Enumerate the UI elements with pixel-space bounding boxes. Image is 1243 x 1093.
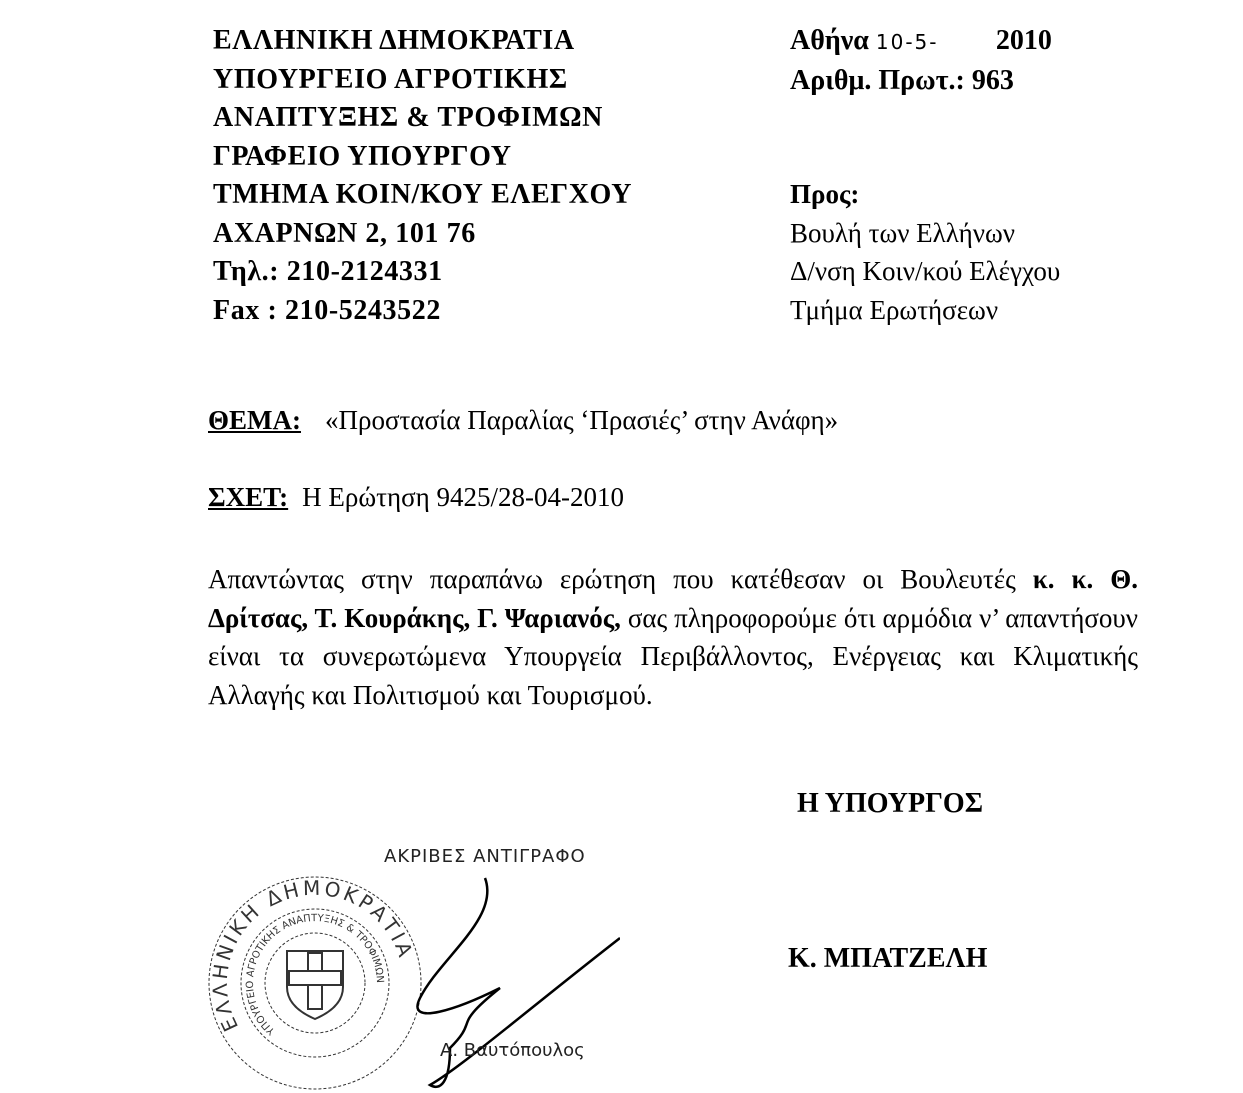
header-line: ΥΠΟΥΡΓΕΙΟ ΑΓΡΟΤΙΚΗΣ — [213, 63, 568, 95]
signatory-name: Κ. ΜΠΑΤΖΕΛΗ — [788, 943, 988, 974]
certifier-name: Α. Βαυτόπουλος — [440, 1040, 585, 1061]
body-text: Απαντώντας στην παραπάνω ερώτηση που κατέθεσαν οι Βουλευτές — [208, 564, 1033, 594]
reference-line — [208, 482, 624, 513]
reference-text: Η Ερώτηση 9425/28-04-2010 — [302, 482, 625, 512]
header-line: Τηλ.: 210-2124331 — [213, 256, 443, 287]
signatory-title: Η ΥΠΟΥΡΓΟΣ — [797, 788, 984, 819]
subject-label: ΘΕΜΑ: — [208, 405, 301, 435]
header-line: ΑΧΑΡΝΩΝ 2, 101 76 — [213, 217, 476, 249]
year: 2010 — [995, 25, 1052, 56]
header-line: ΤΜΗΜΑ ΚΟΙΝ/ΚΟΥ ΕΛΕΓΧΟΥ — [213, 179, 633, 210]
seal-outer-text: ΕΛΛΗΝΙΚΗ ΔΗΜΟΚΡΑΤΙΑ — [207, 875, 419, 1036]
recipient-line: Βουλή των Ελλήνων — [790, 217, 1015, 248]
place-label: Αθήνα — [790, 25, 869, 56]
protocol-number: Αριθμ. Πρωτ.: 963 — [790, 64, 1014, 96]
sender-header — [213, 22, 632, 330]
header-line: ΓΡΑΦΕΙΟ ΥΠΟΥΡΓΟΥ — [213, 140, 512, 172]
recipient-heading: Προς: — [790, 179, 860, 209]
cross-emblem-icon — [287, 951, 343, 1019]
mp-names: κ. κ. Θ. Δρίτσας, Τ. Κουράκης, Γ. Ψαριανός, — [208, 564, 1138, 633]
header-line: ΕΛΛΗΝΙΚΗ ΔΗΜΟΚΡΑΤΙΑ — [213, 25, 575, 56]
recipient-block — [790, 175, 1060, 329]
header-line: Fax : 210-5243522 — [213, 294, 441, 326]
subject-text: «Προστασία Παραλίας ‘Πρασιές’ στην Ανάφη» — [324, 405, 839, 435]
body-text: σας πληροφορούμε ότι αρμόδια ν’ απαντήσουν είναι τα συνερωτώμενα Υπουργεία Περιβάλλοντος, Ενέργειας και Κλιματικής Αλλαγής και Πολιτισμού και Τουρισμού. — [208, 602, 1138, 710]
reference-label: ΣΧΕΤ: — [208, 482, 289, 512]
body-paragraph — [208, 560, 1138, 714]
handwritten-date: 10-5- — [875, 30, 939, 54]
header-line: ΑΝΑΠΤΥΞΗΣ & ΤΡΟΦΙΜΩΝ — [213, 102, 603, 133]
recipient-line: Δ/νση Κοιν/κού Ελέγχου — [790, 256, 1061, 286]
seal-inner-text: ΥΠΟΥΡΓΕΙΟ ΑΓΡΟΤΙΚΗΣ ΑΝΑΠΤΥΞΗΣ & ΤΡΟΦΙΜΩΝ — [244, 913, 386, 1037]
recipient-line: Τμήμα Ερωτήσεων — [790, 294, 999, 325]
date-protocol — [790, 22, 1052, 100]
subject-line — [208, 405, 838, 436]
certified-copy-label: ΑΚΡΙΒΕΣ ΑΝΤΙΓΡΑΦΟ — [384, 846, 586, 867]
